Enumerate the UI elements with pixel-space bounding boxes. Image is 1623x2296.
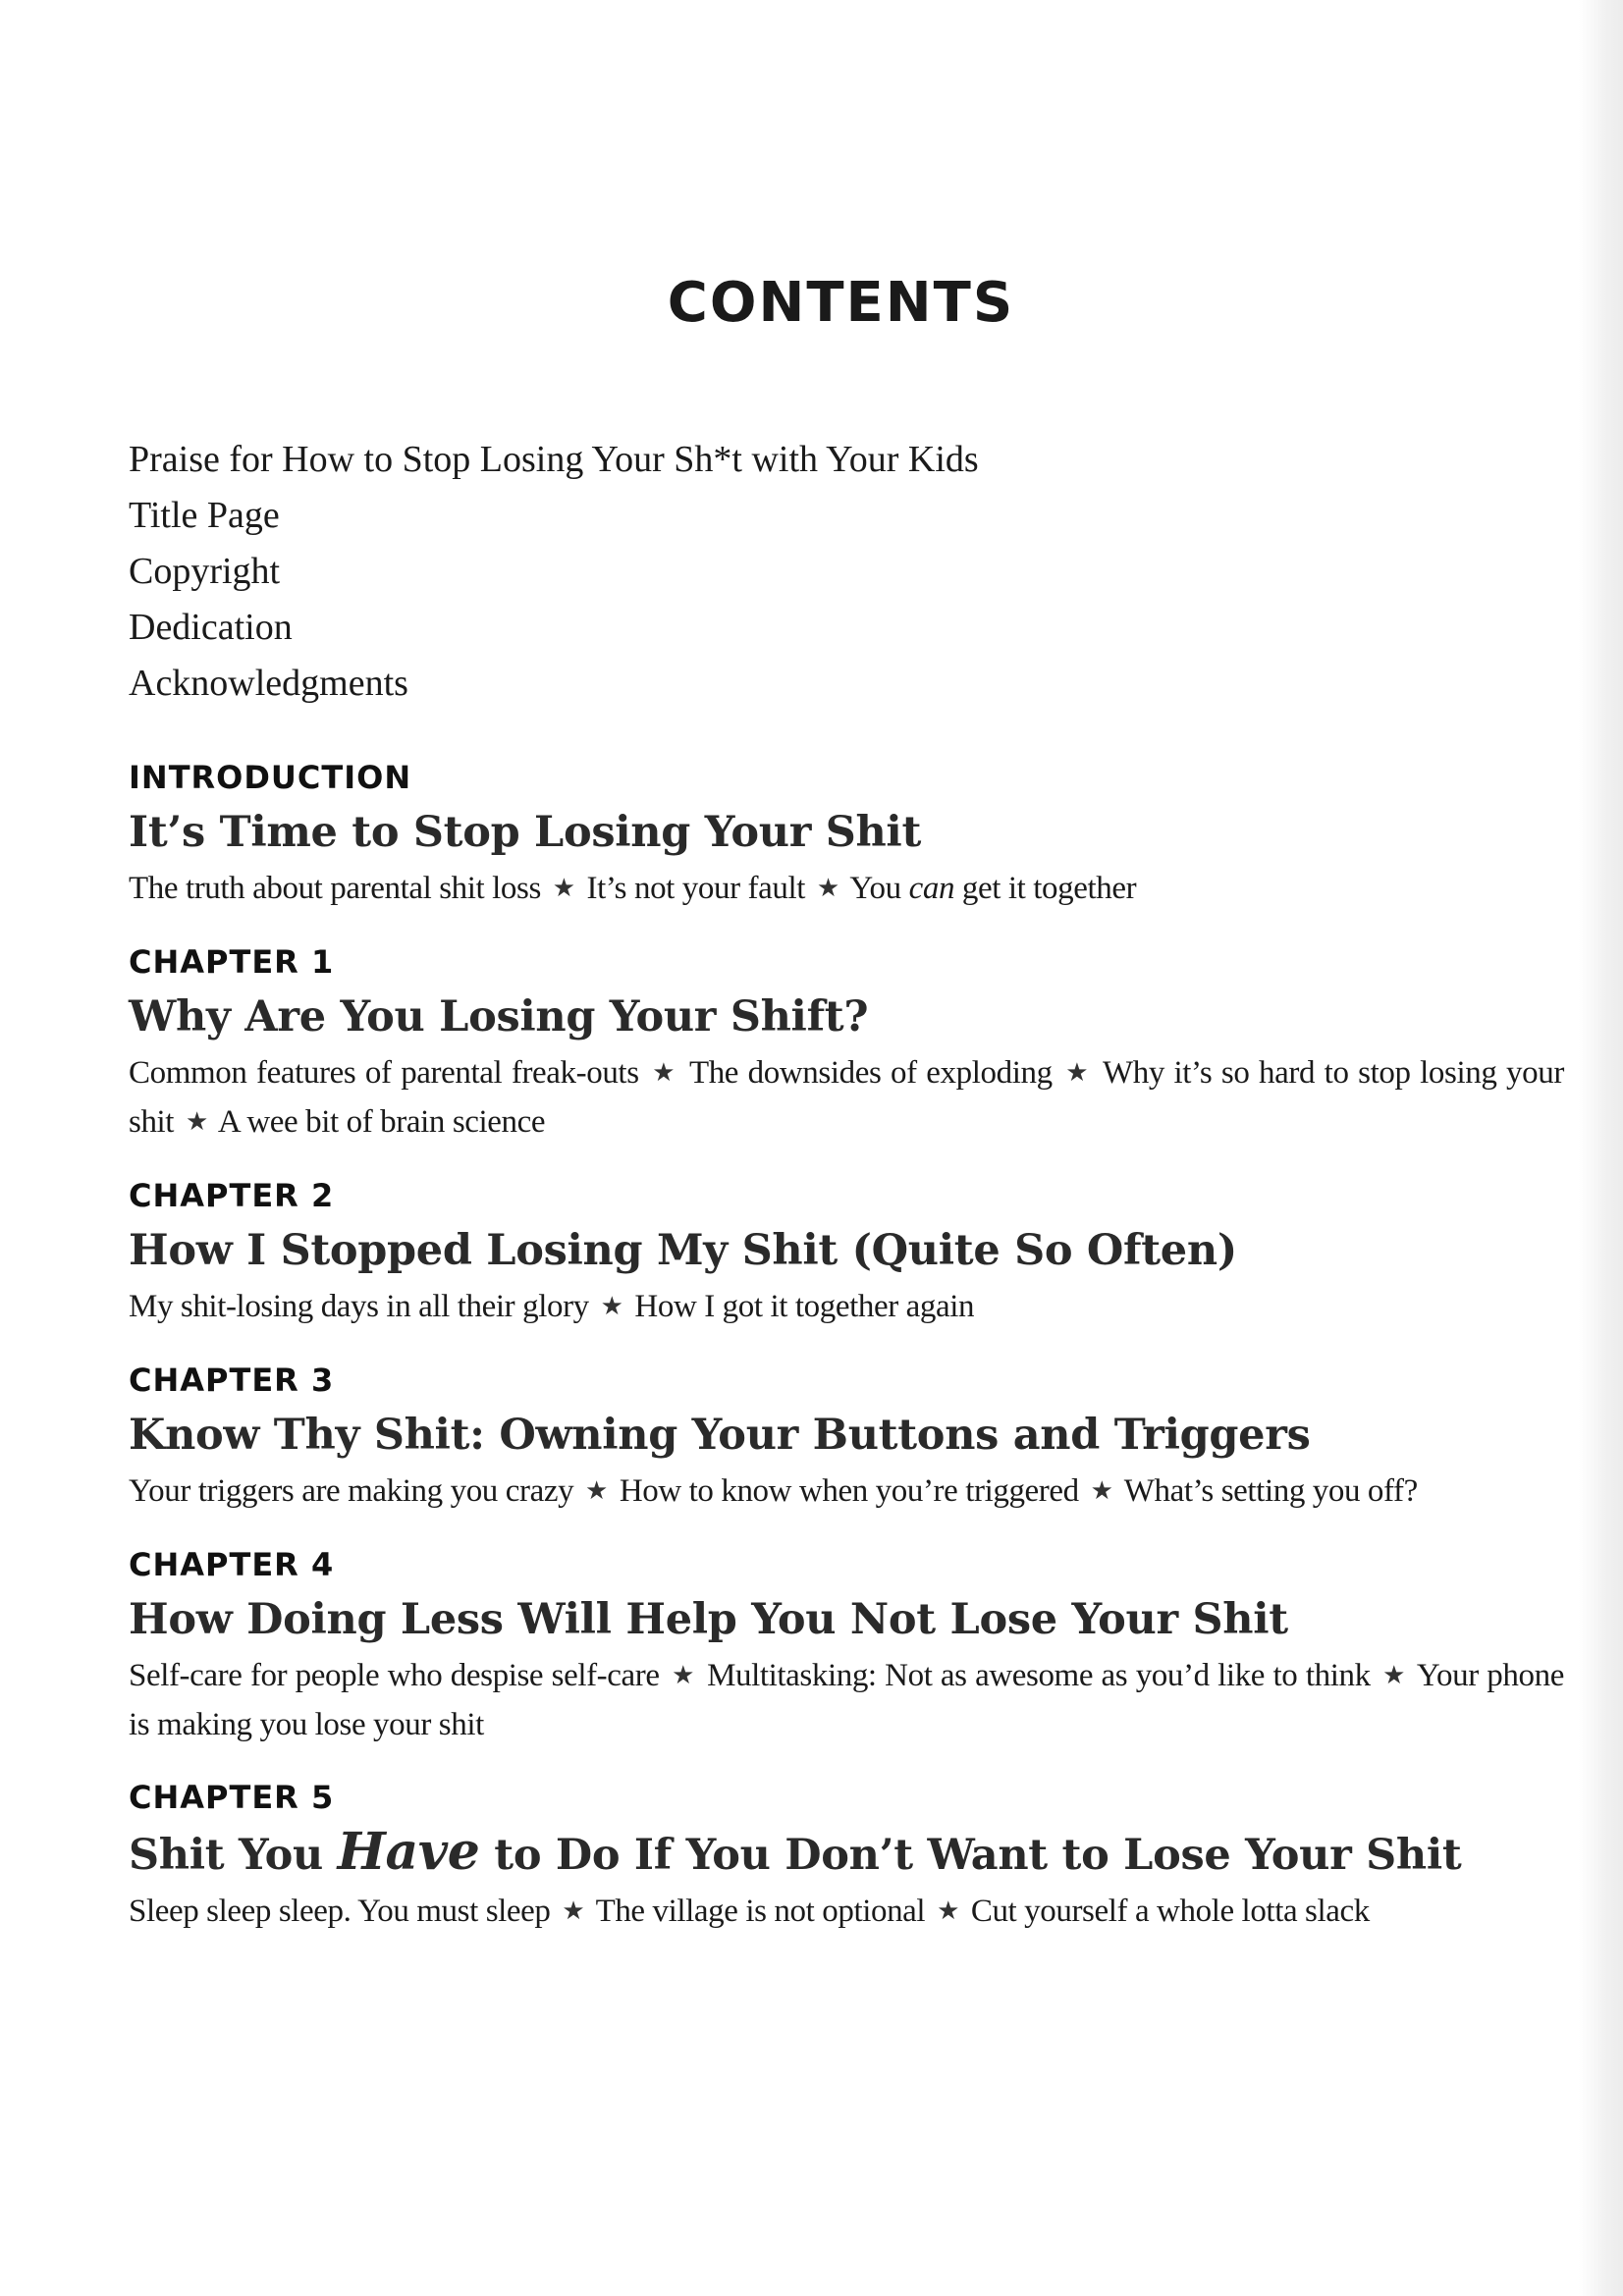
topic: Self-care for people who despise self-care bbox=[129, 1658, 660, 1693]
topic: How to know when you’re triggered bbox=[619, 1473, 1079, 1509]
star-icon: ★ bbox=[552, 874, 575, 902]
star-icon: ★ bbox=[1382, 1661, 1406, 1689]
toc-section-chapter-3 bbox=[129, 1358, 1564, 1517]
topic: It’s not your fault bbox=[586, 871, 805, 906]
star-icon: ★ bbox=[672, 1661, 695, 1689]
star-icon: ★ bbox=[816, 874, 839, 902]
toc-section-chapter-5 bbox=[129, 1775, 1564, 1937]
toc-section-chapter-1 bbox=[129, 939, 1564, 1148]
section-description bbox=[129, 1652, 1564, 1749]
page-edge-shadow bbox=[1579, 0, 1623, 2296]
topic: Your triggers are making you crazy bbox=[129, 1473, 574, 1509]
topic: The downsides of exploding bbox=[688, 1055, 1053, 1091]
topic: Your phone is making you lose your shit bbox=[129, 1658, 1564, 1742]
section-label: CHAPTER 1 bbox=[129, 943, 335, 981]
section-label: CHAPTER 2 bbox=[129, 1177, 335, 1214]
topic: Sleep sleep sleep. You must sleep bbox=[129, 1894, 551, 1929]
star-icon: ★ bbox=[585, 1476, 608, 1505]
star-icon: ★ bbox=[652, 1058, 676, 1087]
topic: Multitasking: Not as awesome as you’d like to think bbox=[707, 1658, 1371, 1693]
section-description bbox=[129, 1468, 1564, 1517]
star-icon: ★ bbox=[937, 1896, 959, 1925]
heading-part: to Do If You Don’t Want to Lose Your Shit bbox=[479, 1831, 1462, 1880]
table-of-contents bbox=[129, 432, 1564, 1937]
star-icon: ★ bbox=[1090, 1476, 1113, 1505]
toc-entry-dedication[interactable]: Dedication bbox=[129, 607, 293, 648]
section-heading[interactable]: Know Thy Shit: Owning Your Buttons and Triggers bbox=[129, 1411, 1311, 1460]
topic-emphasis: can bbox=[908, 871, 955, 906]
topic: Cut yourself a whole lotta slack bbox=[970, 1894, 1370, 1929]
section-heading[interactable]: How I Stopped Losing My Shit (Quite So Often) bbox=[129, 1226, 1237, 1275]
frontmatter-list bbox=[129, 432, 1564, 712]
section-label: INTRODUCTION bbox=[129, 759, 412, 796]
topic: Common features of parental freak-outs bbox=[129, 1055, 639, 1091]
section-heading[interactable]: It’s Time to Stop Losing Your Shit bbox=[129, 808, 922, 857]
section-label: CHAPTER 5 bbox=[129, 1779, 335, 1816]
section-description bbox=[129, 865, 1564, 914]
topic: Why it’s so hard to stop losing your shit bbox=[129, 1055, 1564, 1140]
topic bbox=[849, 871, 1136, 906]
toc-entry-title-page[interactable]: Title Page bbox=[129, 495, 280, 536]
topic: My shit-losing days in all their glory bbox=[129, 1289, 589, 1324]
toc-section-introduction bbox=[129, 755, 1564, 914]
section-heading[interactable] bbox=[129, 1820, 1564, 1888]
topic: The village is not optional bbox=[595, 1894, 926, 1929]
section-description bbox=[129, 1049, 1564, 1148]
section-description bbox=[129, 1888, 1564, 1937]
topic: A wee bit of brain science bbox=[217, 1104, 546, 1140]
toc-entry-acknowledgments[interactable]: Acknowledgments bbox=[129, 663, 408, 704]
section-label: CHAPTER 3 bbox=[129, 1362, 335, 1399]
section-heading[interactable]: Why Are You Losing Your Shift? bbox=[129, 992, 869, 1041]
heading-part: Shit You bbox=[129, 1831, 338, 1880]
star-icon: ★ bbox=[185, 1107, 208, 1136]
heading-emphasis: Have bbox=[337, 1822, 480, 1882]
section-description bbox=[129, 1283, 1564, 1332]
topic-part: get it together bbox=[954, 871, 1137, 906]
toc-section-chapter-2 bbox=[129, 1173, 1564, 1332]
topic: How I got it together again bbox=[634, 1289, 975, 1324]
section-heading[interactable]: How Doing Less Will Help You Not Lose Your Shit bbox=[129, 1595, 1288, 1644]
topic: What’s setting you off? bbox=[1123, 1473, 1418, 1509]
page-title: CONTENTS bbox=[667, 271, 1015, 335]
toc-entry-copyright[interactable]: Copyright bbox=[129, 551, 281, 592]
section-label: CHAPTER 4 bbox=[129, 1546, 335, 1583]
topic-part: You bbox=[849, 871, 909, 906]
toc-entry-praise[interactable]: Praise for How to Stop Losing Your Sh*t with Your Kids bbox=[129, 439, 979, 480]
toc-section-chapter-4 bbox=[129, 1542, 1564, 1749]
star-icon: ★ bbox=[562, 1896, 585, 1925]
topic: The truth about parental shit loss bbox=[129, 871, 541, 906]
star-icon: ★ bbox=[1065, 1058, 1090, 1087]
star-icon: ★ bbox=[600, 1292, 623, 1320]
